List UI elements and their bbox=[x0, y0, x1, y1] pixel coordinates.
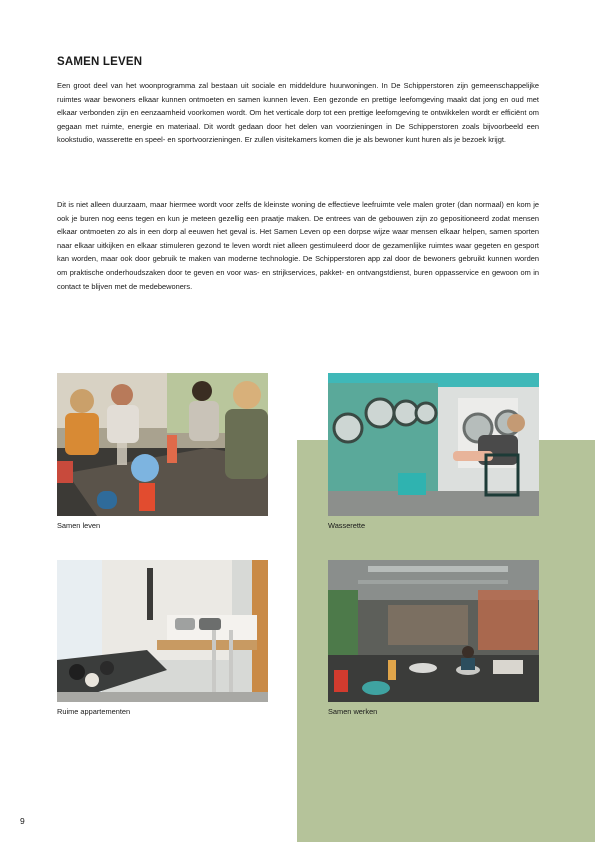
photo-ruime-appartementen bbox=[57, 560, 268, 702]
photo-wasserette bbox=[328, 373, 539, 516]
photo-caption: Wasserette bbox=[328, 521, 366, 530]
photo-samen-leven bbox=[57, 373, 268, 516]
photo-caption: Samen leven bbox=[57, 521, 101, 530]
intro-paragraph: Een groot deel van het woonprogramma zal bestaan uit sociale en middeldure huurwoningen. In De Schipperstoren zijn gemeenschappelijke ruimtes waar bewoners elkaar kunnen ontmoeten en samen kunnen leven. Een gezonde en prettige leefomgeving maakt dat jong en oud met elkaar verbonden zijn en eenzaamheid voorkomen wordt. Om het verticale dorp tot een prettige leefomgeving te ontwikkelen wordt er efficiënt om gegaan met ruimte, energie en materiaal. Dit wordt gedaan door het delen van voorzieningen in De Schipperstoren zoals bijvoorbeeld een kookstudio, wasserette en speel- en sportvoorzieningen. Er zullen visitekamers komen die je als bewoner kunt huren als je bezoek krijgt. bbox=[57, 81, 539, 145]
photo-caption: Samen werken bbox=[328, 707, 378, 716]
photo-samen-werken bbox=[328, 560, 539, 702]
body-paragraph: Dit is niet alleen duurzaam, maar hiermee wordt voor zelfs de kleinste woning de effectieve leefruimte vele malen groter (dan normaal) en kom je ook je buren nog eens tegen en kun je meteen gezellig een praatje maken. De entrees van de gebouwen zijn zo gepositioneerd zodat mensen elkaar ontmoeten zo als in een dorp al eeuwen het geval is. Het Samen Leven op een dorpse wijze waar mensen elkaar helpen, samen sporten naar elkaar uitkijken en elkaar stimuleren gezond te leven wordt niet alleen gestimuleerd door de gezamenlijke ruimtes waar gegeten en gesport kan worden, maar ook door gebruik te maken van moderne technologie. De Schipperstoren app zal door de bewoners gebruikt kunnen worden om praktische onderhoudszaken door te geven en voor was- en strijkservices, pakket- en ontvangstdienst, buren oppasservice en gewoon om in contact te blijven met de medebewoners. bbox=[57, 200, 539, 291]
page-number: 9 bbox=[20, 816, 25, 826]
section-title: SAMEN LEVEN bbox=[57, 56, 143, 68]
photo-caption: Ruime appartementen bbox=[57, 707, 131, 716]
